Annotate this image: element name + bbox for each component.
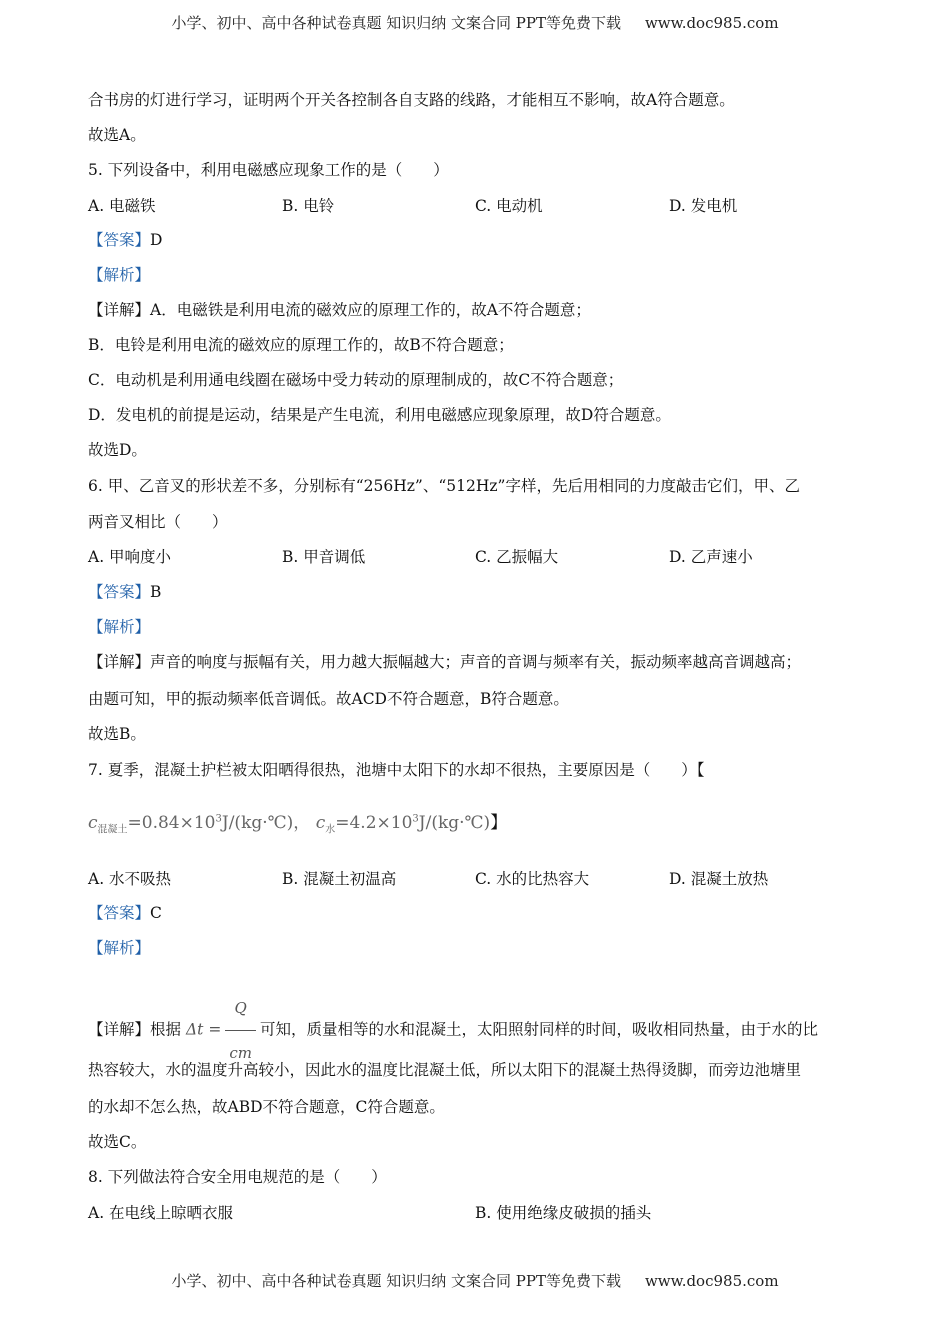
detail-text-b: 可知，质量相等的水和混凝土，太阳照射同样的时间，吸收相同热量，由于水的比 [259, 1020, 818, 1039]
formula-sub-concrete: 混凝土 [97, 824, 128, 836]
formula-c: c [88, 813, 98, 833]
q6-analysis-tag: 【解析】 [88, 618, 151, 636]
header-url[interactable]: www.doc985.com [644, 14, 779, 32]
q6-option-c: C. 乙振幅大 [475, 548, 559, 566]
q5-detail-1 [88, 300, 591, 320]
answer-selection: 故选A。 [88, 126, 146, 144]
delta-t-symbol: Δt = [185, 1020, 222, 1039]
q5-detail-2: B．电铃是利用电流的磁效应的原理工作的，故B不符合题意； [88, 336, 514, 354]
question-6: 6. 甲、乙音叉的形状差不多，分别标有“256Hz”、“512Hz”字样，先后用相同的力度敲击它们，甲、乙 [88, 477, 800, 495]
q5-selection: 故选D。 [88, 441, 147, 459]
header-text: 小学、初中、高中各种试卷真题 知识归纳 文案合同 PPT等免费下载 [171, 14, 621, 32]
detail-tag: 【详解】 [88, 1020, 151, 1039]
q5-option-c: C. 电动机 [475, 197, 543, 215]
question-8: 8. 下列做法符合安全用电规范的是（ ） [88, 1168, 387, 1186]
q5-detail-3: C．电动机是利用通电线圈在磁场中受力转动的原理制成的，故C不符合题意； [88, 371, 624, 389]
q7-detail-3: 的水却不怎么热，故ABD不符合题意，C符合题意。 [88, 1098, 445, 1116]
formula-sub-water: 水 [325, 824, 336, 836]
q5-detail-4: D．发电机的前提是运动，结果是产生电流，利用电磁感应现象原理，故D符合题意。 [88, 406, 671, 424]
q7-answer [88, 903, 162, 923]
q7-selection: 故选C。 [88, 1133, 147, 1151]
footer-url[interactable]: www.doc985.com [644, 1272, 779, 1290]
formula-unit-1: J/(kg·℃)， [221, 813, 311, 833]
answer-tag: 【答案】 [88, 583, 151, 601]
formula-exp-1: 3 [215, 813, 222, 825]
formula-exp-2: 3 [412, 813, 419, 825]
detail-text-a: 根据 [150, 1020, 182, 1039]
q6-option-a: A. 甲响度小 [88, 548, 172, 566]
question-5: 5. 下列设备中，利用电磁感应现象工作的是（ ） [88, 161, 449, 179]
paragraph: 合书房的灯进行学习，证明两个开关各控制各自支路的线路，才能相互不影响，故A符合题意。 [88, 91, 735, 109]
answer-tag: 【答案】 [88, 231, 151, 249]
question-6-cont: 两音叉相比（ ） [88, 513, 228, 531]
page-footer [0, 1270, 950, 1291]
q6-option-d: D. 乙声速小 [669, 548, 753, 566]
formula-c-water: c [315, 813, 326, 833]
q6-answer [88, 582, 161, 602]
detail-text: 声音的响度与振幅有关，用力越大振幅越大；声音的音调与频率有关，振动频率越高音调越高； [150, 653, 802, 671]
formula-value-2: =4.2×10 [335, 813, 413, 833]
question-7: 7. 夏季，混凝土护栏被太阳晒得很热，池塘中太阳下的水却不很热，主要原因是（ ）【 [88, 761, 705, 779]
answer-tag: 【答案】 [88, 904, 151, 922]
q7-detail-2: 热容较大，水的温度升高较小，因此水的温度比混凝土低，所以太阳下的混凝土热得烫脚，而旁边池塘里 [88, 1061, 802, 1079]
detail-tag: 【详解】 [88, 653, 151, 671]
q8-option-a: A. 在电线上晾晒衣服 [88, 1204, 234, 1222]
q7-option-c: C. 水的比热容大 [475, 870, 590, 888]
q7-option-b: B. 混凝土初温高 [282, 870, 397, 888]
q5-option-a: A. 电磁铁 [88, 197, 156, 215]
specific-heat-formula [88, 808, 507, 835]
q7-analysis-tag: 【解析】 [88, 939, 151, 957]
formula-unit-2: J/(kg·℃) [418, 813, 491, 833]
q8-option-b: B. 使用绝缘皮破损的插头 [475, 1204, 652, 1222]
detail-tag: 【详解】 [88, 301, 151, 319]
q5-option-b: B. 电铃 [282, 197, 335, 215]
fraction-numerator: Q [225, 986, 256, 1031]
footer-text: 小学、初中、高中各种试卷真题 知识归纳 文案合同 PPT等免费下载 [171, 1272, 621, 1290]
q6-option-b: B. 甲音调低 [282, 548, 366, 566]
formula-close-bracket: 】 [490, 813, 508, 833]
q6-detail-1 [88, 652, 801, 672]
q6-detail-2: 由题可知，甲的振动频率低音调低。故ACD不符合题意，B符合题意。 [88, 690, 569, 708]
page-header [0, 12, 950, 33]
q5-answer [88, 230, 162, 250]
q7-option-d: D. 混凝土放热 [669, 870, 769, 888]
q6-selection: 故选B。 [88, 725, 146, 743]
formula-value-1: =0.84×10 [127, 813, 216, 833]
answer-value: B [150, 583, 162, 601]
fraction-denominator: cm [229, 1044, 252, 1062]
answer-value: C [150, 904, 162, 922]
q5-analysis-tag: 【解析】 [88, 266, 151, 284]
answer-value: D [150, 231, 163, 249]
q5-option-d: D. 发电机 [669, 197, 738, 215]
detail-text: A．电磁铁是利用电流的磁效应的原理工作的，故A不符合题意； [150, 301, 591, 319]
q7-option-a: A. 水不吸热 [88, 870, 172, 888]
